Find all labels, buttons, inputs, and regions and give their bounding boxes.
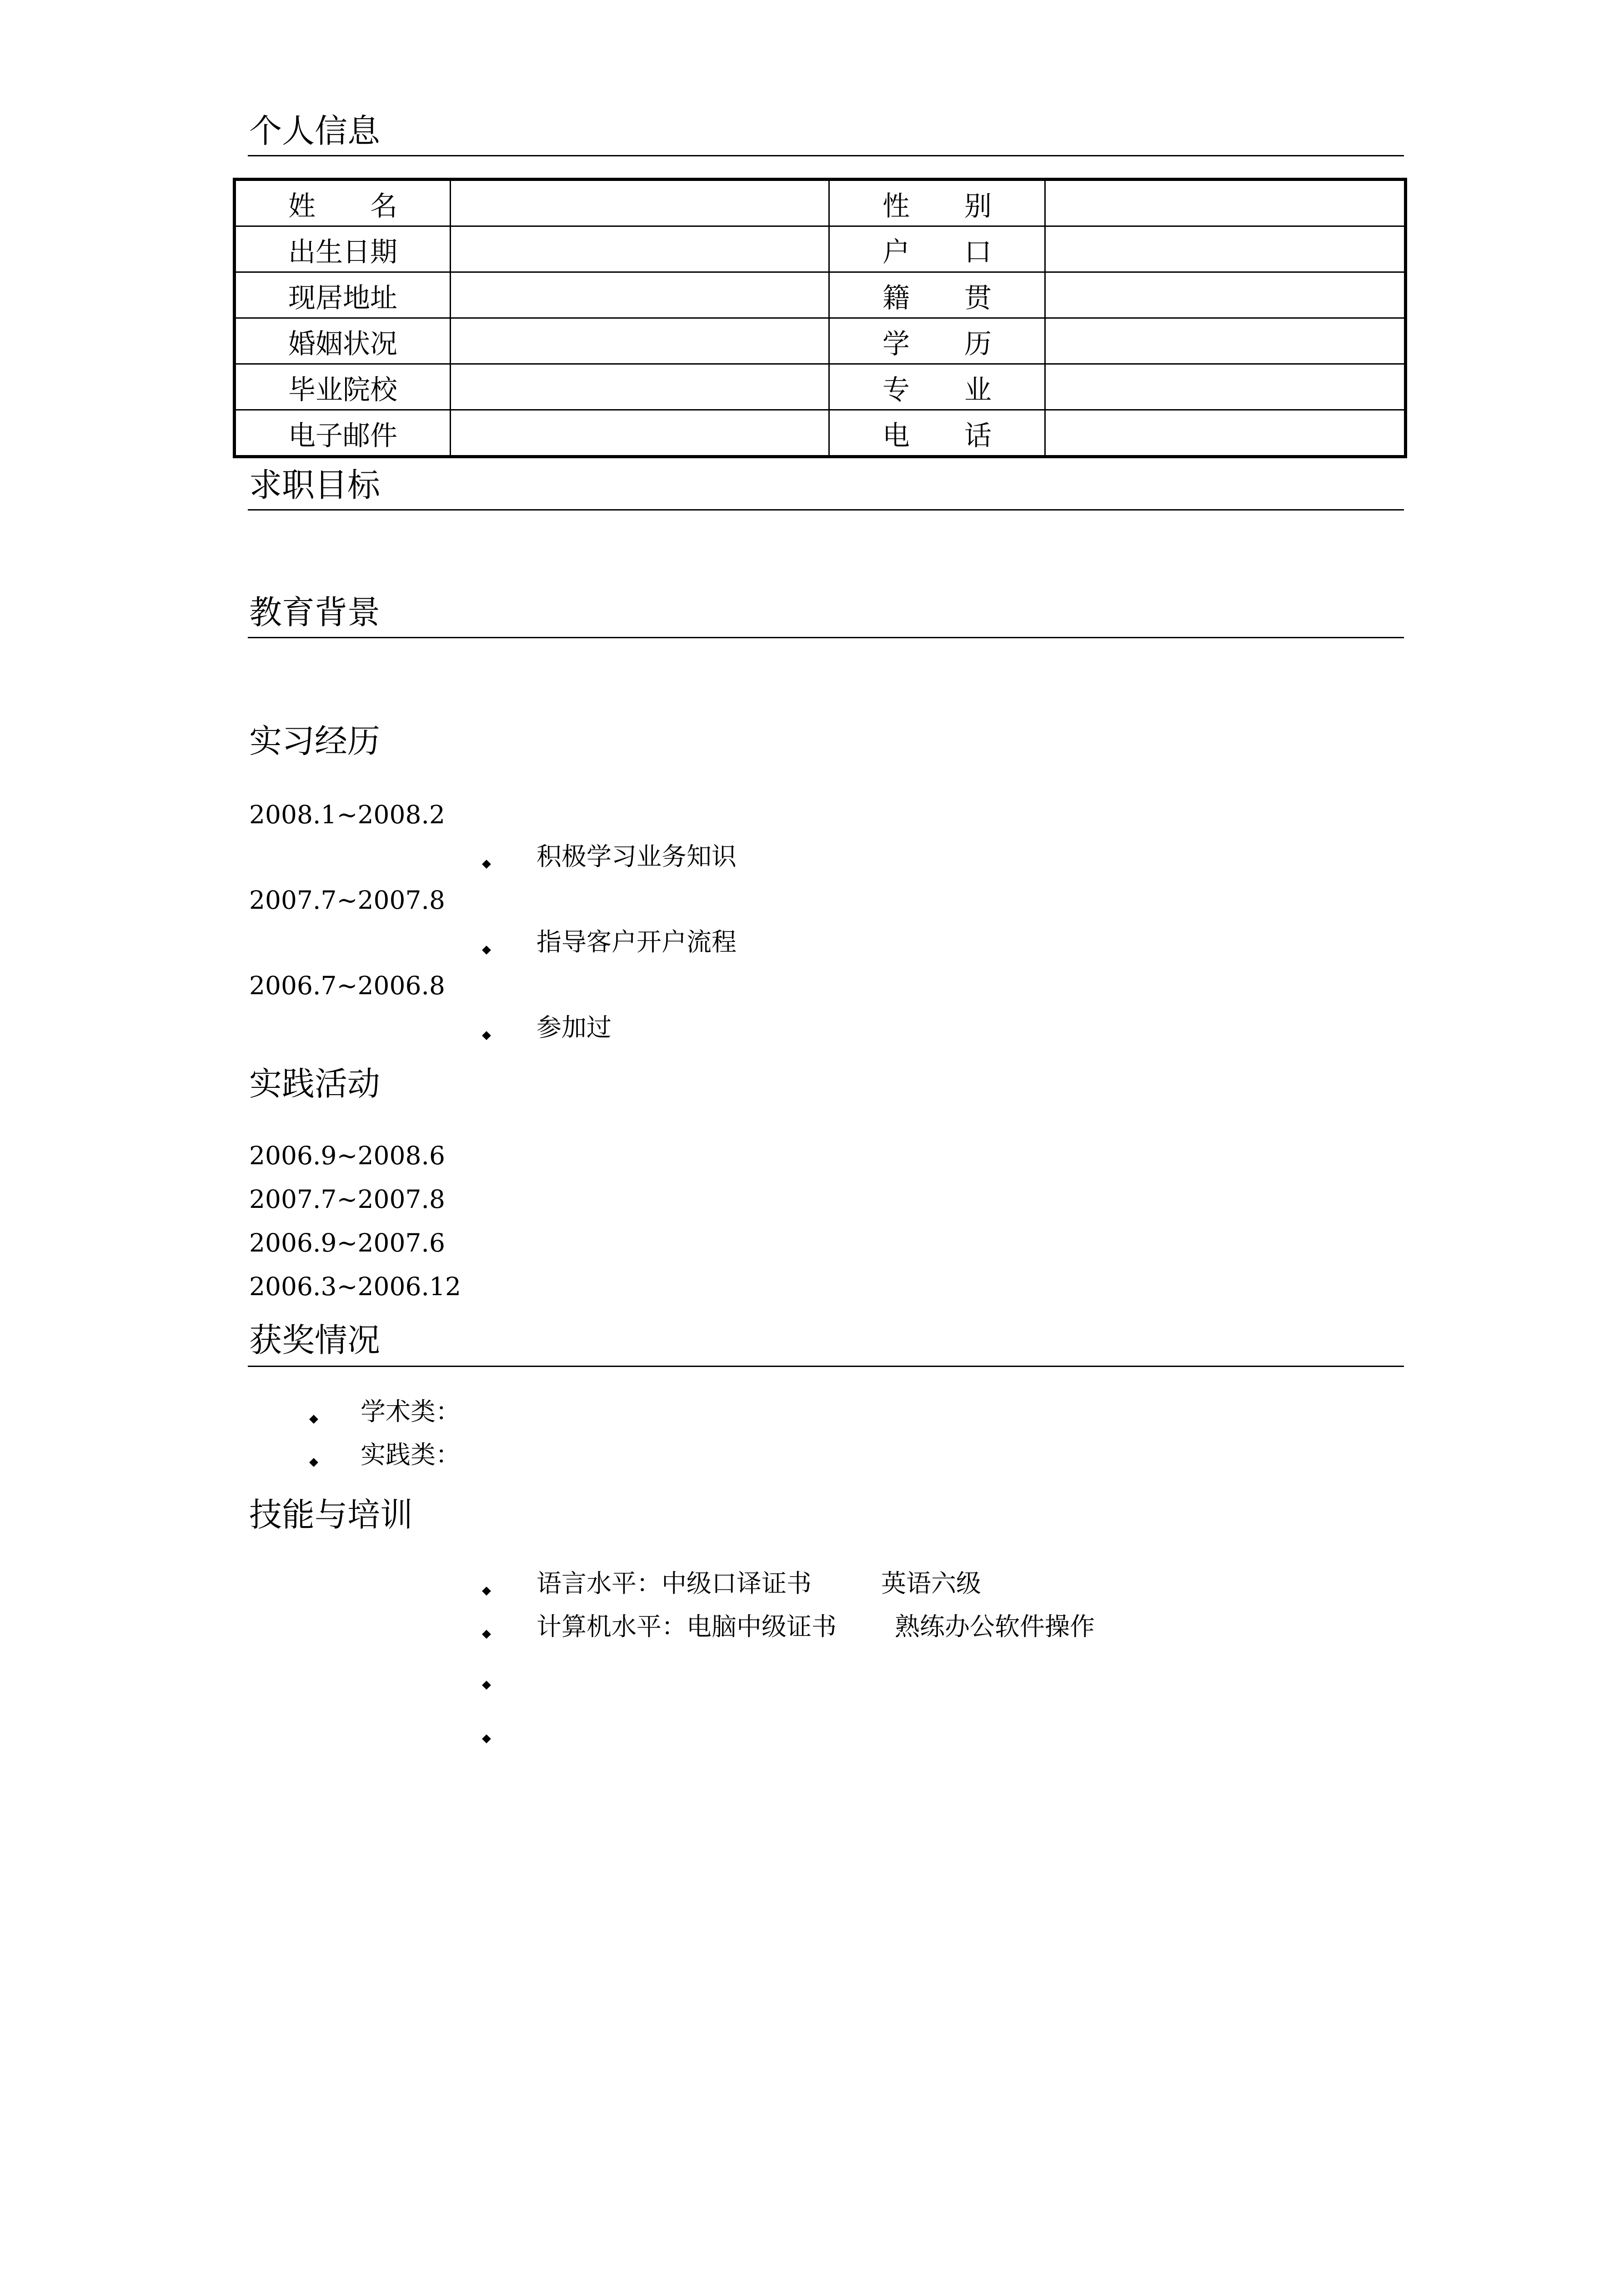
label-name: 姓 名 bbox=[235, 180, 451, 226]
label-email: 电子邮件 bbox=[235, 410, 451, 457]
value-degree bbox=[1045, 318, 1406, 364]
practice-period: 2006.9~2007.6 bbox=[249, 1228, 445, 1257]
table-row bbox=[235, 180, 1406, 226]
award-item: 学术类： bbox=[361, 1397, 461, 1426]
diamond-bullet-icon bbox=[309, 1415, 318, 1424]
personal-info-table bbox=[233, 178, 1407, 458]
diamond-bullet-icon bbox=[482, 860, 491, 869]
section-title-skills: 技能与培训 bbox=[249, 1496, 413, 1534]
value-major bbox=[1045, 364, 1406, 410]
practice-period: 2006.3~2006.12 bbox=[249, 1272, 461, 1301]
internship-bullet-text: 指导客户开户流程 bbox=[536, 927, 737, 956]
label-address: 现居地址 bbox=[235, 272, 451, 318]
table-row bbox=[235, 226, 1406, 272]
practice-period: 2006.9~2008.6 bbox=[249, 1141, 445, 1170]
section-title-objective: 求职目标 bbox=[249, 466, 381, 504]
value-native-place bbox=[1045, 272, 1406, 318]
section-title-internship: 实习经历 bbox=[249, 722, 381, 760]
value-gender bbox=[1045, 180, 1406, 226]
label-phone: 电 话 bbox=[829, 410, 1045, 457]
label-major: 专 业 bbox=[829, 364, 1045, 410]
section-divider bbox=[248, 509, 1404, 511]
section-title-awards: 获奖情况 bbox=[249, 1321, 381, 1359]
label-degree: 学 历 bbox=[829, 318, 1045, 364]
internship-bullet-text: 参加过 bbox=[536, 1013, 612, 1042]
diamond-bullet-icon bbox=[482, 1734, 491, 1743]
section-title-education: 教育背景 bbox=[249, 593, 381, 631]
practice-period: 2007.7~2007.8 bbox=[249, 1185, 445, 1214]
section-divider bbox=[248, 637, 1404, 638]
value-email bbox=[451, 410, 829, 457]
label-birthdate: 出生日期 bbox=[235, 226, 451, 272]
label-hukou: 户 口 bbox=[829, 226, 1045, 272]
value-phone bbox=[1045, 410, 1406, 457]
diamond-bullet-icon bbox=[309, 1458, 318, 1467]
diamond-bullet-icon bbox=[482, 1031, 491, 1040]
label-school: 毕业院校 bbox=[235, 364, 451, 410]
award-item: 实践类： bbox=[361, 1440, 461, 1469]
section-divider bbox=[248, 1366, 1404, 1367]
value-birthdate bbox=[451, 226, 829, 272]
skill-extra: 英语六级 bbox=[881, 1569, 982, 1598]
diamond-bullet-icon bbox=[482, 946, 491, 955]
label-gender: 性 别 bbox=[829, 180, 1045, 226]
skill-label: 语言水平：中级口译证书 bbox=[536, 1569, 812, 1598]
skill-extra: 熟练办公软件操作 bbox=[895, 1612, 1095, 1641]
value-address bbox=[451, 272, 829, 318]
skill-label: 计算机水平：电脑中级证书 bbox=[536, 1612, 837, 1641]
internship-period: 2006.7~2006.8 bbox=[249, 971, 445, 1000]
value-hukou bbox=[1045, 226, 1406, 272]
diamond-bullet-icon bbox=[482, 1630, 491, 1639]
value-name bbox=[451, 180, 829, 226]
table-row bbox=[235, 364, 1406, 410]
diamond-bullet-icon bbox=[482, 1587, 491, 1596]
value-marital-status bbox=[451, 318, 829, 364]
label-native-place: 籍 贯 bbox=[829, 272, 1045, 318]
internship-period: 2008.1~2008.2 bbox=[249, 800, 445, 829]
diamond-bullet-icon bbox=[482, 1681, 491, 1690]
section-title-personal: 个人信息 bbox=[249, 112, 381, 150]
label-marital-status: 婚姻状况 bbox=[235, 318, 451, 364]
internship-period: 2007.7~2007.8 bbox=[249, 886, 445, 915]
table-row bbox=[235, 318, 1406, 364]
section-divider bbox=[248, 155, 1404, 156]
table-row bbox=[235, 410, 1406, 457]
value-school bbox=[451, 364, 829, 410]
section-title-practice: 实践活动 bbox=[249, 1065, 381, 1103]
internship-bullet-text: 积极学习业务知识 bbox=[536, 842, 737, 871]
table-row bbox=[235, 272, 1406, 318]
